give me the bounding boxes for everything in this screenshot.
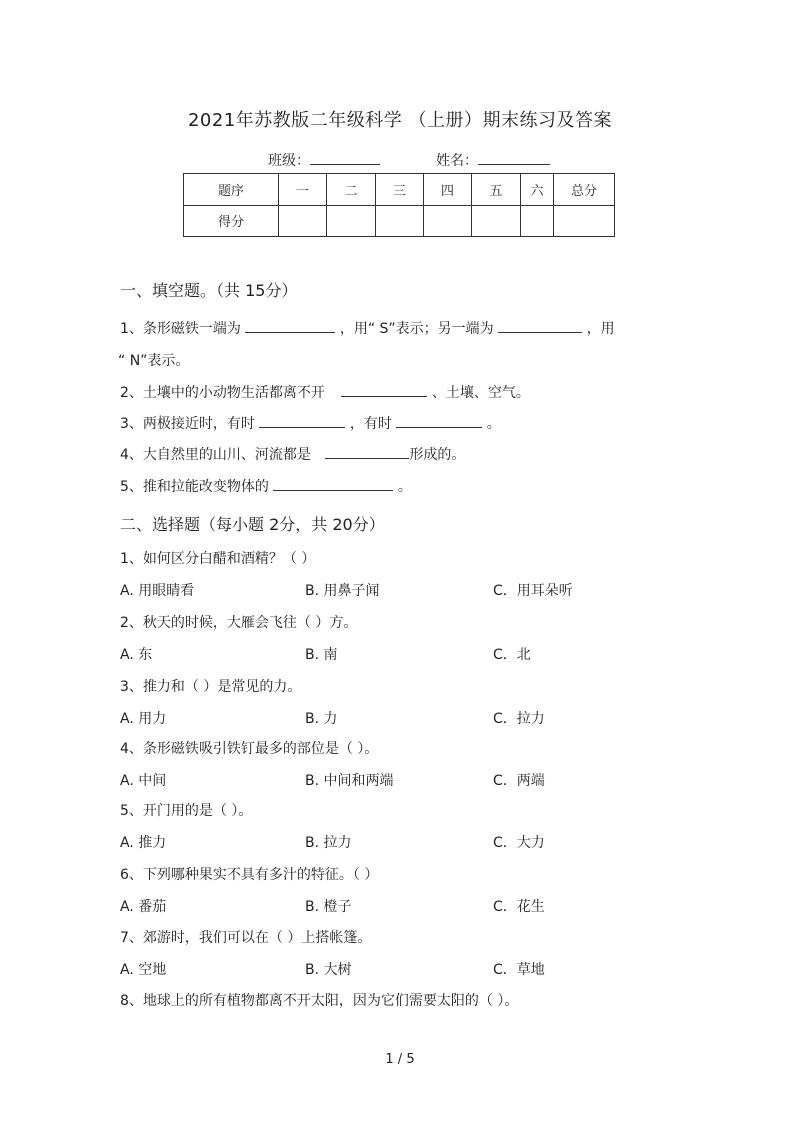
option-a: A. 番茄: [120, 899, 167, 915]
option-a: A. 空地: [120, 962, 167, 978]
option-c: C．两端: [493, 773, 545, 789]
option-b: B. 力: [305, 711, 338, 727]
option-b: B. 拉力: [305, 835, 352, 851]
question-text: 1、条形磁铁一端为: [120, 321, 241, 337]
score-cell[interactable]: [521, 205, 554, 237]
option-a: A. 推力: [120, 835, 167, 851]
answer-blank: [245, 318, 335, 333]
question-2-3: 3、推力和（ ）是常见的力。: [120, 679, 302, 695]
score-header-cell: 总分: [554, 174, 615, 206]
score-cell[interactable]: [327, 205, 376, 237]
option-b: B. 用鼻子闻: [305, 583, 380, 599]
class-blank: [310, 150, 380, 165]
question-2-7: 7、郊游时，我们可以在（ ）上搭帐篷。: [120, 930, 372, 946]
question-text: ，用“ S”表示；另一端为: [339, 321, 494, 337]
question-text: ，有时: [349, 416, 392, 432]
option-c: C．拉力: [493, 711, 545, 727]
score-header-cell: 一: [279, 174, 327, 206]
question-1-1-cont: “ N”表示。: [118, 353, 190, 369]
option-b: B. 大树: [305, 962, 352, 978]
option-c: C．花生: [493, 899, 545, 915]
score-table: [183, 173, 615, 237]
option-b: B. 南: [305, 647, 338, 663]
question-text: 4、大自然里的山川、河流都是: [120, 447, 311, 463]
question-1-5: [120, 476, 412, 496]
score-header-cell: 三: [376, 174, 424, 206]
score-header-cell: 六: [521, 174, 554, 206]
score-cell[interactable]: [376, 205, 424, 237]
question-2-6: 6、下列哪种果实不具有多汁的特征。（ ）: [120, 867, 379, 883]
answer-blank: [498, 318, 582, 333]
question-text: 形成的。: [409, 447, 466, 463]
score-header-cell: 四: [424, 174, 472, 206]
answer-blank: [396, 413, 482, 428]
section-heading-fill-blank: 一、填空题。（共 15分）: [120, 281, 298, 300]
option-a: A. 用力: [120, 711, 167, 727]
name-label: 姓名：: [436, 153, 478, 169]
option-a: A. 中间: [120, 773, 167, 789]
score-cell[interactable]: [472, 205, 521, 237]
question-text: 3、两极接近时，有时: [120, 416, 255, 432]
score-table-score-row: [184, 205, 615, 237]
option-a: A. 用眼睛看: [120, 583, 195, 599]
question-2-5: 5、开门用的是（ ）。: [120, 803, 253, 819]
option-c: C．草地: [493, 962, 545, 978]
question-2-2: 2、秋天的时候，大雁会飞往（ ）方。: [120, 615, 358, 631]
question-1-4: [120, 444, 465, 464]
question-2-1: 1、如何区分白醋和酒精？（ ）: [120, 551, 316, 567]
answer-blank: [273, 476, 393, 491]
question-text: 2、土壤中的小动物生活都离不开: [120, 385, 325, 401]
question-text: ，用: [586, 321, 615, 337]
score-cell[interactable]: [554, 205, 615, 237]
score-cell[interactable]: [424, 205, 472, 237]
question-2-8: 8、地球上的所有植物都离不开太阳，因为它们需要太阳的（ ）。: [120, 993, 519, 1009]
score-header-cell: 五: [472, 174, 521, 206]
score-header-cell: 二: [327, 174, 376, 206]
answer-blank: [259, 413, 345, 428]
answer-blank: [341, 382, 427, 397]
answer-blank: [325, 444, 409, 459]
option-b: B. 中间和两端: [305, 773, 394, 789]
score-table-header-row: [184, 174, 615, 206]
question-1-3: [120, 413, 501, 433]
option-a: A. 东: [120, 647, 153, 663]
option-c: C．北: [493, 647, 531, 663]
question-1-1: [120, 318, 615, 338]
name-blank: [478, 150, 550, 165]
page-number: 1 / 5: [385, 1052, 415, 1067]
question-text: 。: [486, 416, 501, 432]
section-heading-multiple-choice: 二、选择题（每小题 2分，共 20分）: [120, 515, 385, 534]
option-b: B. 橙子: [305, 899, 352, 915]
option-c: C．大力: [493, 835, 545, 851]
score-header-cell: 题序: [184, 174, 279, 206]
class-field: [268, 150, 380, 170]
question-text: 、土壤、空气。: [431, 385, 530, 401]
option-c: C．用耳朵听: [493, 583, 573, 599]
name-field: [436, 150, 550, 170]
question-text: 。: [397, 479, 412, 495]
score-cell[interactable]: [279, 205, 327, 237]
score-row-label: 得分: [184, 205, 279, 237]
class-label: 班级：: [268, 153, 310, 169]
question-text: 5、推和拉能改变物体的: [120, 479, 269, 495]
question-2-4: 4、条形磁铁吸引铁钉最多的部位是（ ）。: [120, 741, 379, 757]
question-1-2: [120, 382, 530, 402]
page-title: 2021年苏教版二年级科学 （上册）期末练习及答案: [187, 110, 613, 131]
